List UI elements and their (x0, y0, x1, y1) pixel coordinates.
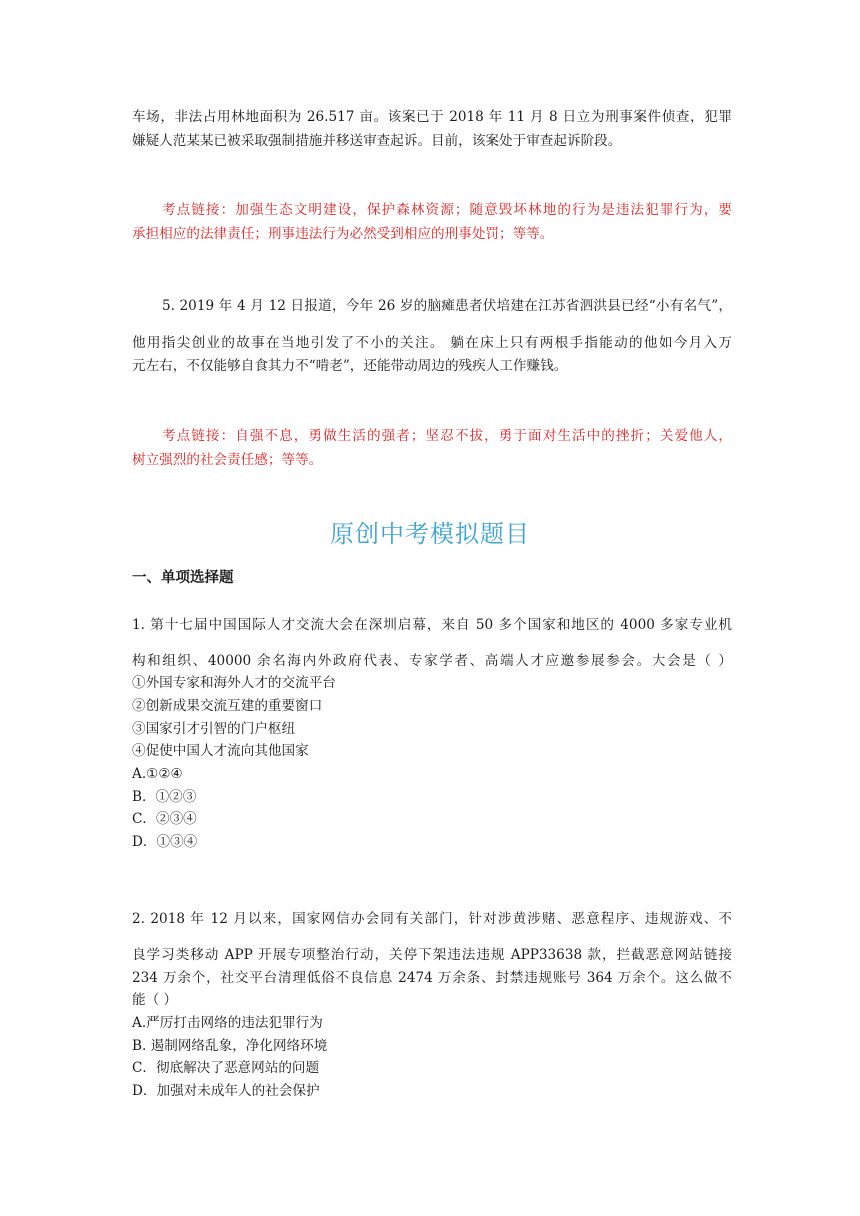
option-d: D．①③④ (132, 834, 198, 850)
case-text-line: 嫌疑人范某某已被采取强制措施并移送审查起诉。目前，该案处于审查起诉阶段。 (132, 133, 622, 149)
option-c: C．②③④ (132, 811, 197, 827)
option-b: B. 遏制网络乱象，净化网络环境 (132, 1038, 328, 1054)
page-title: 原创中考模拟题目 (330, 520, 530, 548)
question-2-stem: 2. 2018 年 12 月以来，国家网信办会同有关部门，针对涉黄涉赌、恶意程序、违规游戏、不 (132, 911, 732, 927)
statement-item: ④促使中国人才流向其他国家 (132, 743, 309, 759)
option-c: C．彻底解决了恶意网站的问题 (132, 1060, 320, 1076)
question-2-stem: 能（ ） (132, 992, 178, 1008)
option-a: A.①②④ (132, 766, 183, 782)
statement-item: ②创新成果交流互建的重要窗口 (132, 698, 323, 714)
question-2-stem: 234 万余个，社交平台清理低俗不良信息 2474 万余条、封禁违规账号 364 万余个。这么做不 (132, 970, 732, 986)
item-5-text: 5. 2019 年 4 月 12 日报道，今年 26 岁的脑瘫患者伏培建在江苏省泗洪县已经“小有名气”， (162, 298, 732, 314)
item-5-text: 他用指尖创业的故事在当地引发了不小的关注。 躺在床上只有两根手指能动的他如今月入万 (132, 335, 732, 351)
option-b: B．①②③ (132, 789, 197, 805)
statement-item: ①外国专家和海外人才的交流平台 (132, 675, 336, 691)
exam-point-link: 承担相应的法律责任；刑事违法行为必然受到相应的刑事处罚；等等。 (132, 226, 554, 242)
statement-item: ③国家引才引智的门户枢纽 (132, 721, 296, 737)
item-5-text: 元左右，不仅能够自食其力不“啃老”，还能带动周边的残疾人工作赚钱。 (132, 358, 568, 374)
case-text-line: 车场，非法占用林地面积为 26.517 亩。该案已于 2018 年 11 月 8 日立为刑事案件侦查，犯罪 (132, 109, 732, 125)
question-1-stem: 构和组织、40000 余名海内外政府代表、专家学者、高端人才应邀参展参会。大会是（ ） (132, 653, 732, 669)
exam-point-link: 考点链接：加强生态文明建设，保护森林资源；随意毁坏林地的行为是违法犯罪行为，要 (162, 202, 732, 218)
option-d: D．加强对未成年人的社会保护 (132, 1083, 320, 1099)
option-a: A.严厉打击网络的违法犯罪行为 (132, 1015, 323, 1031)
question-2-stem: 良学习类移动 APP 开展专项整治行动，关停下架违法违规 APP33638 款，拦截恶意网站链接 (132, 947, 732, 963)
question-1-stem: 1. 第十七届中国国际人才交流大会在深圳启幕，来自 50 多个国家和地区的 4000 多家专业机 (132, 617, 732, 633)
section-heading: 一、单项选择题 (132, 570, 234, 586)
exam-point-link: 树立强烈的社会责任感；等等。 (132, 452, 323, 468)
exam-point-link: 考点链接：自强不息，勇做生活的强者；坚忍不拔，勇于面对生活中的挫折；关爱他人， (162, 428, 732, 444)
